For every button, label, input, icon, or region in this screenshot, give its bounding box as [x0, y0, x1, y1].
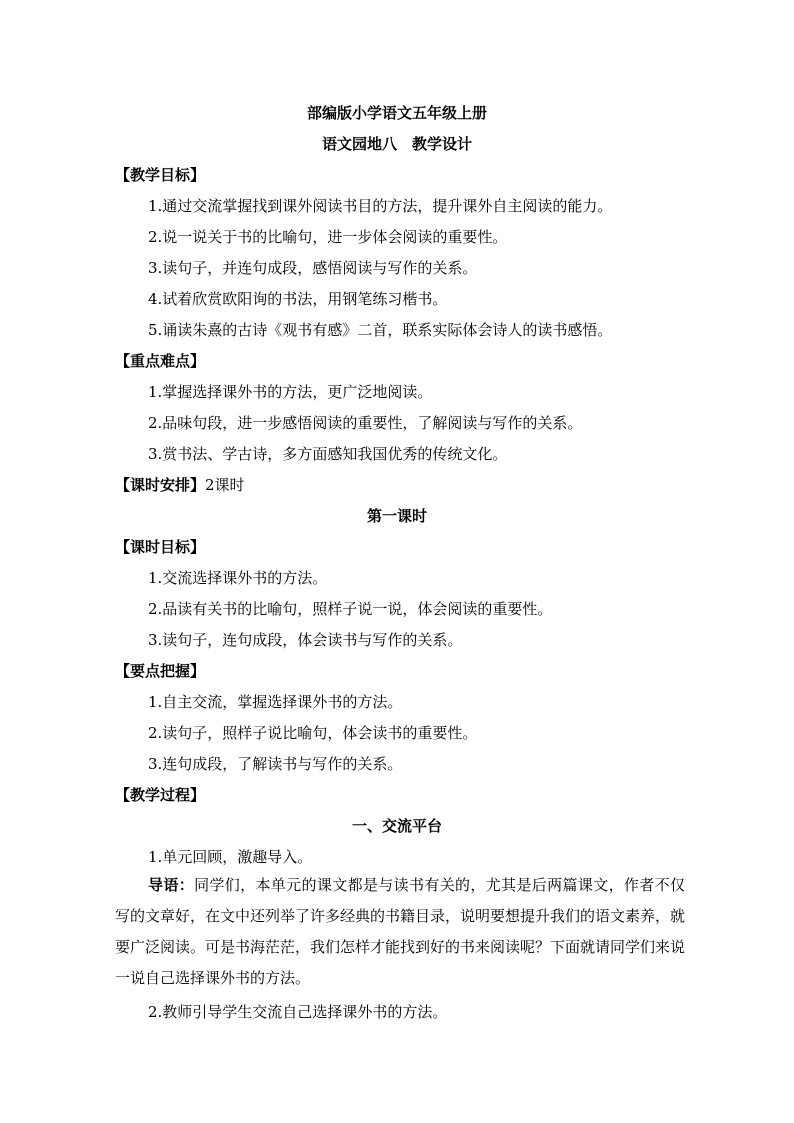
list-item: 3.连句成段，了解读书与写作的关系。 [148, 755, 403, 773]
section-heading-teaching-process: 【教学过程】 [115, 786, 206, 804]
step-item: 1.单元回顾，激趣导入。 [148, 848, 313, 866]
list-item: 1.交流选择课外书的方法。 [148, 569, 328, 587]
list-item: 3.赏书法、学古诗，多方面感知我国优秀的传统文化。 [148, 445, 508, 463]
section-heading-lesson-goals: 【课时目标】 [115, 538, 206, 556]
intro-label: 导语： [148, 876, 195, 894]
step-item: 2.教师引导学生交流自己选择课外书的方法。 [148, 1003, 448, 1021]
subsection-title: 一、交流平台 [351, 817, 442, 835]
list-item: 2.说一说关于书的比喻句，进一步体会阅读的重要性。 [148, 228, 508, 246]
list-item: 2.品味句段，进一步感悟阅读的重要性，了解阅读与写作的关系。 [148, 414, 583, 432]
document-title: 部编版小学语文五年级上册 [306, 104, 487, 122]
list-item: 4.试着欣赏欧阳询的书法，用钢笔练习楷书。 [148, 290, 448, 308]
section-heading-schedule [115, 474, 245, 495]
intro-text: 同学们，本单元的课文都是与读书有关的，尤其是后两篇课文，作者不仅写的文章好，在文中还列举了许多经典的书籍目录，说明要想提升我们的语文素养，就要广泛阅读。可是书海茫茫，我们怎样才能找到好的书来阅读呢？下面就请同学们来说一说自己选择课外书的方法。 [115, 876, 686, 987]
lesson-title: 第一课时 [366, 507, 427, 525]
section-heading-key-points: 【重点难点】 [115, 352, 206, 370]
list-item: 1.通过交流掌握找到课外阅读书目的方法，提升课外自主阅读的能力。 [148, 197, 613, 215]
document-subtitle: 语文园地八 教学设计 [321, 135, 472, 153]
list-item: 1.掌握选择课外书的方法，更广泛地阅读。 [148, 383, 433, 401]
section-heading-teaching-goals: 【教学目标】 [115, 166, 206, 184]
list-item: 2.品读有关书的比喻句，照样子说一说，体会阅读的重要性。 [148, 600, 553, 618]
list-item: 2.读句子，照样子说比喻句，体会读书的重要性。 [148, 724, 478, 742]
schedule-value: 2课时 [205, 476, 245, 494]
list-item: 3.读句子，连句成段，体会读书与写作的关系。 [148, 631, 463, 649]
list-item: 1.自主交流，掌握选择课外书的方法。 [148, 693, 403, 711]
schedule-label: 【课时安排】 [115, 476, 206, 494]
list-item: 5.诵读朱熹的古诗《观书有感》二首，联系实际体会诗人的读书感悟。 [148, 321, 613, 339]
list-item: 3.读句子，并连句成段，感悟阅读与写作的关系。 [148, 259, 478, 277]
intro-paragraph [115, 870, 685, 994]
section-heading-key-grasp: 【要点把握】 [115, 662, 206, 680]
